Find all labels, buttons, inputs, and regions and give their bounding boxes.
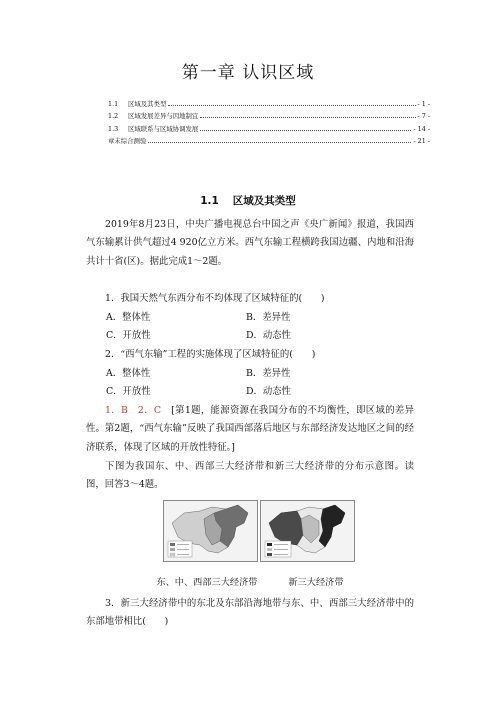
question-2-stem: 2．“西气东输”工程的实施体现了区域特征的( ) <box>105 349 316 360</box>
intro-paragraph-2: 下图为我国东、中、西部三大经济带和新三大经济带的分布示意图。读图，回答3～4题。 <box>86 461 414 491</box>
intro-paragraph: 2019年8月23日，中央广播电视总台中国之声《央广新闻》报道，我国西气东输累计供气超过4 920亿立方米。西气东输工程横跨我国边疆、内地和沿海共计十省(区)。据此完成1～2题。 <box>86 219 414 267</box>
option-b[interactable]: B．差异性 <box>246 368 291 379</box>
toc-page: - 21 - <box>413 137 430 146</box>
option-d[interactable]: D．动态性 <box>246 330 292 342</box>
question-2-options <box>106 365 416 402</box>
section-title <box>0 193 496 208</box>
answer-keys: 1．B 2．C <box>105 405 162 416</box>
right-map-caption: 新三大经济带 <box>288 577 344 588</box>
toc-label: 区域联系与区域协调发展 <box>128 124 199 133</box>
option-c[interactable]: C．开放性 <box>106 330 151 342</box>
toc-number: 1.2 <box>108 112 119 121</box>
toc-label: 区域发展差异与因地制宜 <box>128 112 199 121</box>
option-c[interactable]: C．开放性 <box>106 386 151 398</box>
toc-number: 1.1 <box>108 100 119 108</box>
toc-page: - 7 - <box>417 112 430 121</box>
map-figure <box>163 500 353 560</box>
three-belts-map <box>163 500 258 562</box>
toc-entry[interactable] <box>108 135 430 147</box>
map-captions <box>86 574 414 588</box>
question-1-options <box>106 309 416 346</box>
question-1-stem: 1．我国天然气东西分布不均体现了区域特征的( ) <box>105 293 325 304</box>
option-d[interactable]: D．动态性 <box>246 386 292 398</box>
answer-block <box>86 402 414 457</box>
section-number: 1.1 <box>200 195 219 207</box>
toc-page: - 1 - <box>417 100 430 108</box>
question-3-stem: 3．新三大经济带中的东北及东部沿海地带与东、中、西部三大经济带中的东部地带相比( ) <box>86 598 414 628</box>
toc-entry[interactable] <box>108 123 430 135</box>
toc-leader <box>168 105 415 106</box>
table-of-contents <box>108 98 430 148</box>
toc-number: 1.3 <box>108 124 119 133</box>
option-a[interactable]: A．整体性 <box>106 312 151 323</box>
toc-leader <box>200 117 415 118</box>
option-b[interactable]: B．差异性 <box>246 312 291 323</box>
answer-explanation: [第1题，能源资源在我国分布的不均衡性，即区域的差异性。第2题，“西气东输”反映了我国西部落后地区与东部经济发达地区之间的经济联系，体现了区域的开放性特征。] <box>86 405 414 453</box>
toc-label: 章末综合测验 <box>108 137 147 146</box>
option-a[interactable]: A．整体性 <box>106 368 151 379</box>
left-map-caption: 东、中、西部三大经济带 <box>156 577 258 588</box>
toc-entry[interactable] <box>108 110 430 122</box>
toc-leader <box>200 130 411 131</box>
new-three-belts-map <box>260 500 355 562</box>
section-heading: 区域及其类型 <box>232 195 296 207</box>
toc-entry[interactable] <box>108 98 430 110</box>
toc-leader <box>148 142 411 143</box>
toc-label: 区域及其类型 <box>128 100 167 108</box>
chapter-title: 第一章 认识区域 <box>181 63 315 83</box>
toc-page: - 14 - <box>413 124 430 133</box>
